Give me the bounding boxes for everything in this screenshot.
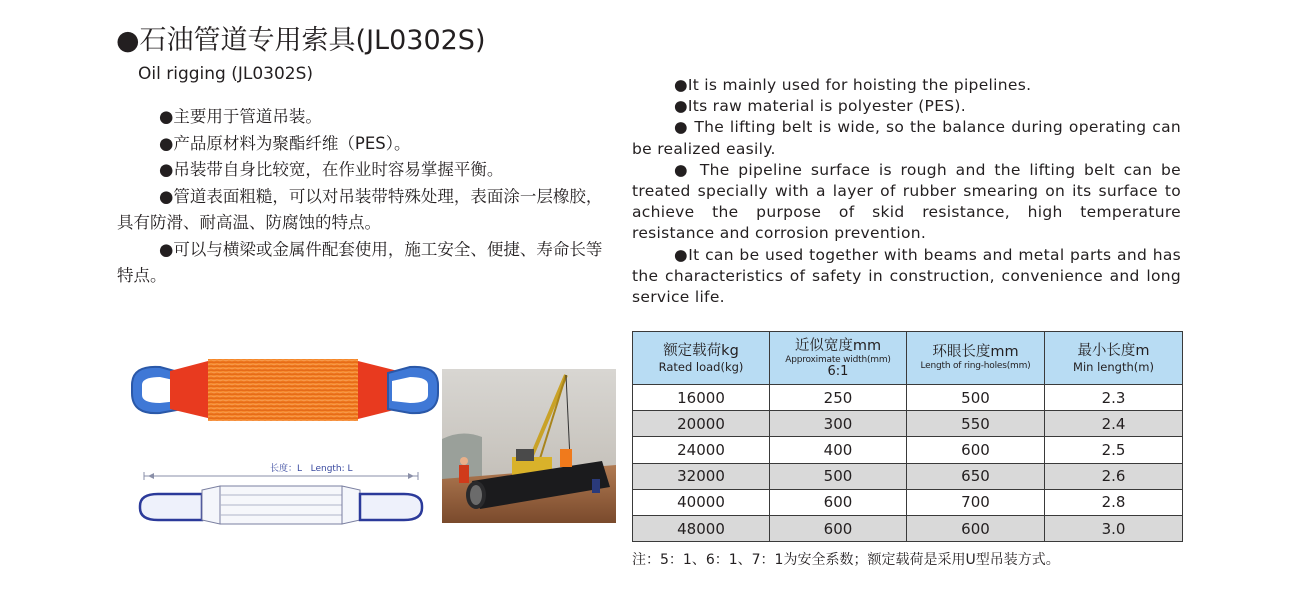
cell-min-length: 2.5 <box>1045 437 1183 463</box>
cell-rated-load: 32000 <box>633 463 770 489</box>
safety-factor-note: 注：5：1、6：1、7：1为安全系数；额定载荷是采用U型吊装方式。 <box>632 552 1060 568</box>
cn-bullet: ●产品原材料为聚酯纤维（PES）。 <box>159 133 411 153</box>
cell-rated-load: 20000 <box>633 411 770 437</box>
cell-ring-length: 600 <box>907 515 1045 541</box>
page-subtitle: Oil rigging (JL0302S) <box>138 64 314 84</box>
cell-ring-length: 550 <box>907 411 1045 437</box>
cell-rated-load: 24000 <box>633 437 770 463</box>
cell-rated-load: 40000 <box>633 489 770 515</box>
cell-width: 600 <box>770 515 907 541</box>
header-en: Length of ring-holes(mm) <box>920 361 1031 371</box>
en-bullet: ● The pipeline surface is rough and the lifting belt can be treated specially with a layer of rubber smearing on its surface to achieve the purpose of skid resistance, high temperature resistance and corrosion prevention. <box>632 160 1181 243</box>
header-min-length <box>1045 332 1183 385</box>
en-bullet: ●It is mainly used for hoisting the pipelines. <box>674 76 1032 94</box>
cn-bullet: ●主要用于管道吊装。 <box>159 107 322 126</box>
table-row <box>633 411 1183 437</box>
header-cn: 最小长度m <box>1077 342 1150 359</box>
cn-bullet: ●管道表面粗糙，可以对吊装带特殊处理，表面涂一层橡胶，具有防滑、耐高温、防腐蚀的特点。 <box>117 186 603 232</box>
cell-min-length: 2.6 <box>1045 463 1183 489</box>
cell-width: 250 <box>770 385 907 411</box>
cell-rated-load: 48000 <box>633 515 770 541</box>
table-row <box>633 463 1183 489</box>
cn-bullet: ●吊装带自身比较宽，在作业时容易掌握平衡。 <box>159 160 504 179</box>
cell-min-length: 2.8 <box>1045 489 1183 515</box>
header-rated-load <box>633 332 770 385</box>
cell-min-length: 2.3 <box>1045 385 1183 411</box>
cn-bullet: ●可以与横梁或金属件配套使用，施工安全、便捷、寿命长等特点。 <box>117 239 603 285</box>
cell-min-length: 3.0 <box>1045 515 1183 541</box>
table-header-row <box>633 332 1183 385</box>
header-cn: 环眼长度mm <box>932 344 1019 360</box>
cell-ring-length: 600 <box>907 437 1045 463</box>
table-row <box>633 385 1183 411</box>
cell-width: 500 <box>770 463 907 489</box>
cell-rated-load: 16000 <box>633 385 770 411</box>
header-en: Rated load(kg) <box>658 359 744 374</box>
cell-width: 300 <box>770 411 907 437</box>
cell-width: 600 <box>770 489 907 515</box>
en-bullet: ● The lifting belt is wide, so the balance during operating can be realized easily. <box>632 118 1181 158</box>
header-cn: 近似宽度mm <box>794 338 882 354</box>
header-ring-hole-length <box>907 332 1045 385</box>
table-row <box>633 437 1183 463</box>
specification-table <box>632 331 1183 542</box>
en-bullet: ●Its raw material is polyester (PES). <box>674 97 967 116</box>
en-bullet: ●It can be used together with beams and metal parts and has the characteristics of safety in construction, convenience and long service life. <box>632 245 1181 307</box>
chinese-description <box>117 104 607 290</box>
cell-ring-length: 650 <box>907 463 1045 489</box>
cell-ring-length: 500 <box>907 385 1045 411</box>
cell-ring-length: 700 <box>907 489 1045 515</box>
english-description <box>632 75 1181 308</box>
header-en: Approximate width(mm) <box>785 355 891 365</box>
pipeline-hoisting-photo <box>442 369 616 523</box>
length-dimension-label: 长度：L Length: L <box>270 464 353 474</box>
table-row <box>633 515 1183 541</box>
sling-length-diagram <box>136 462 426 532</box>
header-cn: 额定载荷kg <box>663 342 739 359</box>
table-row <box>633 489 1183 515</box>
header-approx-width <box>770 332 907 385</box>
header-ratio: 6:1 <box>827 364 849 379</box>
page-title: ●石油管道专用索具(JL0302S) <box>116 25 486 56</box>
cell-width: 400 <box>770 437 907 463</box>
sling-product-image <box>130 355 440 425</box>
header-en: Min length(m) <box>1073 359 1154 374</box>
cell-min-length: 2.4 <box>1045 411 1183 437</box>
